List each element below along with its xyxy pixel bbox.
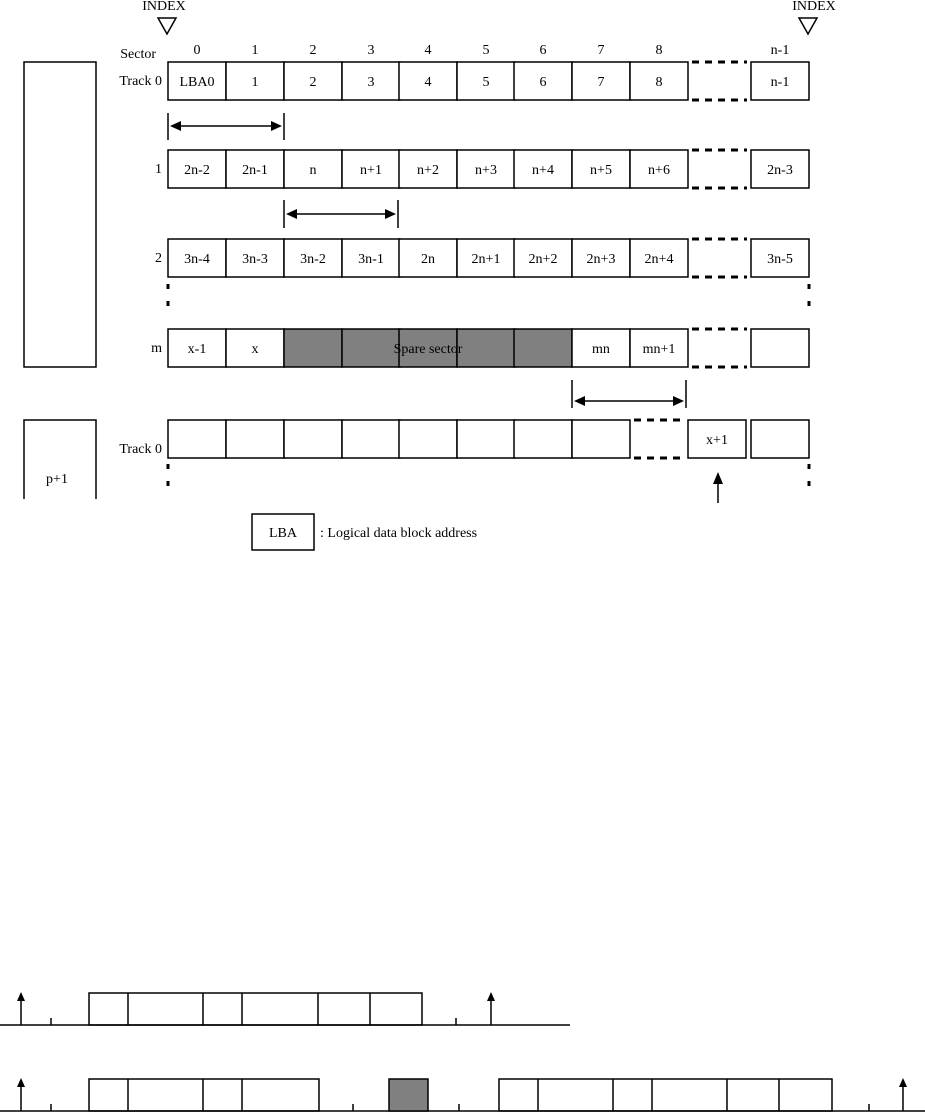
sector-cell-label: n+1 (360, 163, 382, 178)
track-row (155, 239, 809, 277)
spare-sector-label: Spare sector (393, 342, 463, 357)
first-block-box (24, 62, 96, 367)
sector-cell-label: n+3 (475, 163, 497, 178)
sector-number: 7 (597, 43, 605, 58)
skew-arrow-3 (572, 380, 686, 408)
sector-cell-label: 4 (424, 75, 432, 90)
spare-sector-cell (514, 329, 572, 367)
sector-cell-label: 3 (367, 75, 375, 90)
sector-cell-label: 2n-3 (767, 163, 793, 178)
index-label-right: INDEX (792, 0, 836, 14)
sector-cell-label: 6 (539, 75, 547, 90)
track-label: 1 (155, 162, 162, 177)
sector-cell (572, 420, 630, 458)
sector-number: 6 (539, 43, 547, 58)
sector-cell-label: n+4 (532, 163, 554, 178)
track-rows (119, 62, 809, 367)
sector-cell (168, 420, 226, 458)
spare-sector-cell (284, 329, 342, 367)
track-label: Track 0 (119, 74, 162, 89)
index-triangle-right-icon (799, 18, 817, 34)
sector-cell-label: x-1 (187, 342, 207, 357)
legend-key: LBA (269, 526, 297, 541)
sector-cell-label: 3n-2 (300, 252, 326, 267)
legend-description: : Logical data block address (320, 526, 478, 541)
timing-line-1 (0, 992, 570, 1025)
second-block-track-label: Track 0 (119, 442, 162, 457)
sector-cell-label: n (309, 163, 317, 178)
timing-line-2 (0, 1078, 925, 1111)
sector-number-row (194, 43, 790, 58)
skew-arrow-1 (168, 113, 284, 140)
sector-number: 0 (193, 43, 201, 58)
sector-number: 5 (482, 43, 490, 58)
sector-cell-label: 2n+4 (644, 252, 674, 267)
sector-cell-label: 2n+3 (586, 252, 616, 267)
track-row (155, 150, 809, 188)
sector-cell (284, 420, 342, 458)
sector-cell-label: n+6 (648, 163, 670, 178)
sector-cell-label: 3n-1 (358, 252, 384, 267)
sector-cell (514, 420, 572, 458)
sector-number: 3 (367, 43, 375, 58)
sector-cell-label: x+1 (706, 433, 728, 448)
sector-cell (457, 420, 515, 458)
sector-number: 2 (309, 43, 317, 58)
sector-cell-label: 2n (421, 252, 435, 267)
sector-cell-label: x (251, 342, 259, 357)
sector-cell-label: mn+1 (642, 342, 676, 357)
sector-cell (226, 420, 284, 458)
index-triangle-left-icon (158, 18, 176, 34)
sector-cell-label: 2n+1 (471, 252, 501, 267)
second-block-label: p+1 (46, 472, 68, 487)
index-label-left: INDEX (142, 0, 186, 14)
sector-cell (751, 420, 809, 458)
spare-sector-cell (342, 329, 400, 367)
sector-number: 8 (655, 43, 663, 58)
sector-cell-label: LBA0 (179, 75, 215, 90)
sector-cell-label: 5 (482, 75, 490, 90)
sector-cell-label: 3n-4 (184, 252, 210, 267)
sector-label: Sector (120, 47, 156, 62)
sector-cell-label: mn (592, 342, 610, 357)
sector-cell-label: n+2 (417, 163, 439, 178)
sector-number: 1 (251, 43, 259, 58)
skew-arrow-2 (284, 200, 398, 228)
sector-cell-label: 1 (251, 75, 259, 90)
sector-cell-label: 2n-1 (242, 163, 268, 178)
spare-sector-cell (457, 329, 515, 367)
sector-cell-label: n-1 (770, 75, 790, 90)
track-label: 2 (155, 251, 162, 266)
sector-cell-label: 8 (655, 75, 663, 90)
track-row (151, 329, 809, 367)
sector-cell-label: 3n-5 (767, 252, 793, 267)
sector-cell-label: 2n-2 (184, 163, 210, 178)
sector-cell-label: n+5 (590, 163, 612, 178)
sector-number: n-1 (770, 43, 790, 58)
sector-cell (342, 420, 400, 458)
second-block-track-row (168, 420, 809, 458)
track-row (119, 62, 809, 100)
track-label: m (151, 341, 162, 356)
sector-cell-label: 3n-3 (242, 252, 268, 267)
sector-cell-label: 7 (597, 75, 605, 90)
second-block-box (24, 420, 96, 510)
sector-cell-label: 2n+2 (528, 252, 558, 267)
sector-cell (399, 420, 457, 458)
sector-cell (751, 329, 809, 367)
sector-cell-label: 2 (309, 75, 317, 90)
sector-number: 4 (424, 43, 432, 58)
pointer-arrow-up-icon (713, 472, 723, 503)
